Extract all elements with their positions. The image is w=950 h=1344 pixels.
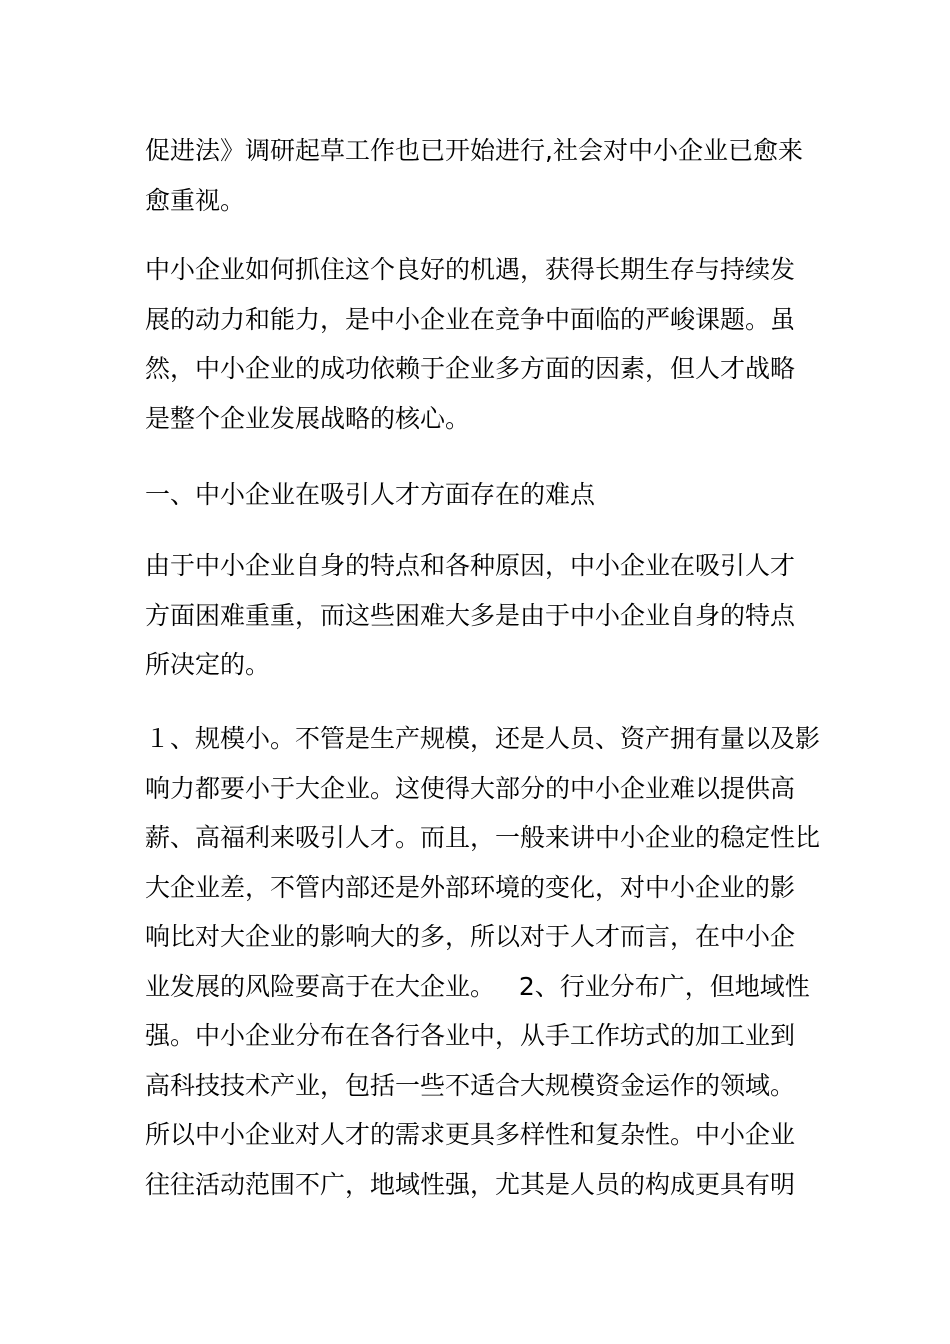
text-line: 中小企业如何抓住这个良好的机遇，获得长期生存与持续发 [145, 255, 796, 284]
text-line: 往往活动范围不广，地域性强，尤其是人员的构成更具有明 [145, 1169, 796, 1199]
text-line: 方面困难重重，而这些困难大多是由于中小企业自身的特点 [145, 600, 796, 630]
text-line: １、规模小。不管是生产规模，还是人员、资产拥有量以及影 [145, 724, 821, 753]
paragraph-intro-continuation [145, 126, 810, 225]
paragraph-opportunity [145, 245, 810, 443]
heading-line: 一、中小企业在吸引人才方面存在的难点 [145, 480, 596, 509]
text-line: 愈重视。 [145, 185, 246, 215]
text-line: 高科技技术产业，包括一些不适合大规模资金运作的领域。 [145, 1070, 796, 1100]
text-line: 所决定的。 [145, 650, 271, 679]
text-line: 所以中小企业对人才的需求更具多样性和复杂性。中小企业 [145, 1120, 796, 1149]
text-line: 然，中小企业的成功依赖于企业多方面的因素，但人才战略 [145, 354, 796, 383]
paragraph-difficulties-list [145, 714, 821, 1209]
text-line: 业发展的风险要高于在大企业。 2、行业分布广，但地域性 [145, 971, 810, 1001]
section-heading [145, 470, 810, 520]
text-line: 响力都要小于大企业。这使得大部分的中小企业难以提供高 [145, 773, 796, 803]
text-line: 是整个企业发展战略的核心。 [145, 403, 471, 433]
text-line: 大企业差，不管内部还是外部环境的变化，对中小企业的影 [145, 872, 796, 902]
text-line: 促进法》调研起草工作也已开始进行,社会对中小企业已愈来 [145, 136, 803, 165]
text-line: 薪、高福利来吸引人才。而且，一般来讲中小企业的稳定性比 [145, 823, 821, 852]
text-line: 由于中小企业自身的特点和各种原因，中小企业在吸引人才 [145, 551, 796, 580]
paragraph-difficulties-intro [145, 541, 810, 690]
text-line: 展的动力和能力，是中小企业在竞争中面临的严峻课题。虽 [145, 304, 796, 334]
text-line: 响比对大企业的影响大的多，所以对于人才而言，在中小企 [145, 922, 796, 951]
text-line: 强。中小企业分布在各行各业中，从手工作坊式的加工业到 [145, 1021, 796, 1050]
